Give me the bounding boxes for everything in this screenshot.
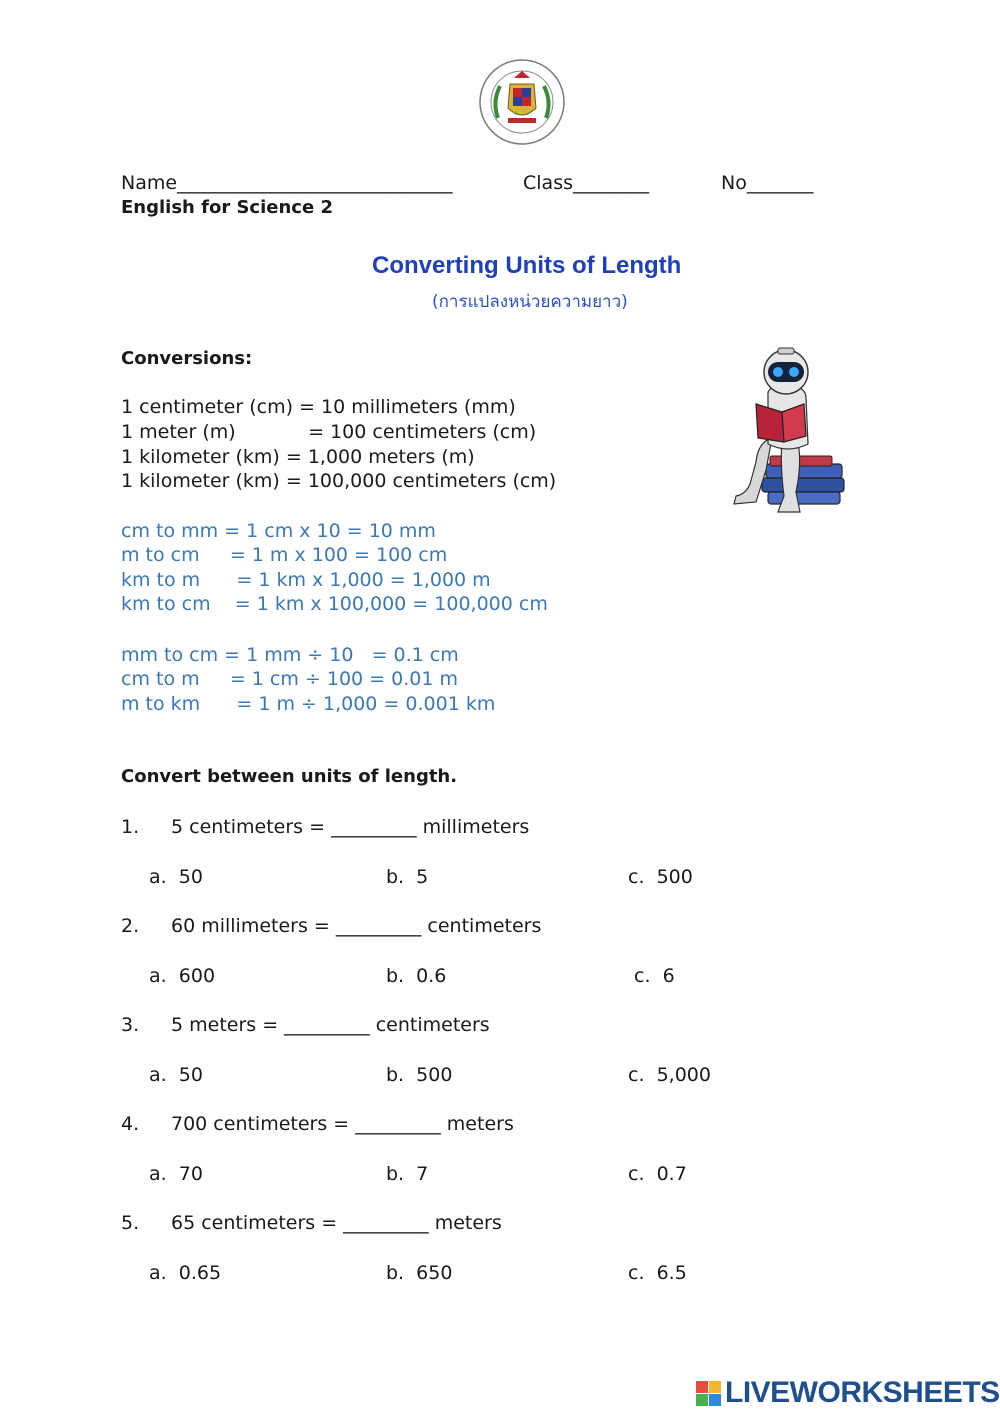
conversion-fact: 1 meter (m) = 100 centimeters (cm) [121,421,537,443]
option-b[interactable]: b. 650 [386,1262,453,1284]
question-text: 60 millimeters = _________ centimeters [171,915,542,937]
conversion-fact: 1 centimeter (cm) = 10 millimeters (mm) [121,396,516,418]
conversion-fact: 1 kilometer (km) = 1,000 meters (m) [121,446,475,468]
name-field: Name_____________________________ [121,172,453,194]
divide-rule: m to km = 1 m ÷ 1,000 = 0.001 km [121,693,496,715]
conversions-heading: Conversions: [121,348,253,369]
option-c[interactable]: c. 6 [628,965,675,987]
option-c[interactable]: c. 500 [628,866,693,888]
question-number: 5. [121,1212,140,1234]
liveworksheets-logo-text: LIVEWORKSHEETS [725,1376,1000,1409]
divide-rule: cm to m = 1 cm ÷ 100 = 0.01 m [121,668,458,690]
option-b[interactable]: b. 5 [386,866,429,888]
class-field: Class________ [523,172,649,194]
page-subtitle: (การแปลงหน่วยความยาว) [432,292,628,312]
option-a[interactable]: a. 600 [149,965,216,987]
option-c[interactable]: c. 5,000 [628,1064,711,1086]
question-number: 2. [121,915,140,937]
multiply-rule: cm to mm = 1 cm x 10 = 10 mm [121,520,436,542]
number-field: No_______ [721,172,814,194]
question-text: 700 centimeters = _________ meters [171,1113,514,1135]
question-number: 4. [121,1113,140,1135]
robot-reading-illustration [722,346,852,522]
divide-rule: mm to cm = 1 mm ÷ 10 = 0.1 cm [121,644,459,666]
multiply-rule: km to m = 1 km x 1,000 = 1,000 m [121,569,491,591]
option-a[interactable]: a. 50 [149,866,203,888]
school-seal-logo [478,58,566,146]
option-b[interactable]: b. 7 [386,1163,429,1185]
multiply-rule: m to cm = 1 m x 100 = 100 cm [121,544,448,566]
question-number: 1. [121,816,140,838]
page-title: Converting Units of Length [372,252,682,279]
question-text: 5 centimeters = _________ millimeters [171,816,530,838]
option-a[interactable]: a. 0.65 [149,1262,222,1284]
option-a[interactable]: a. 50 [149,1064,203,1086]
option-b[interactable]: b. 0.6 [386,965,447,987]
option-a[interactable]: a. 70 [149,1163,203,1185]
option-c[interactable]: c. 6.5 [628,1262,687,1284]
question-text: 65 centimeters = _________ meters [171,1212,502,1234]
subject-label: English for Science 2 [121,197,333,218]
option-c[interactable]: c. 0.7 [628,1163,687,1185]
question-text: 5 meters = _________ centimeters [171,1014,490,1036]
multiply-rule: km to cm = 1 km x 100,000 = 100,000 cm [121,593,548,615]
liveworksheets-mark-icon [696,1381,721,1406]
option-b[interactable]: b. 500 [386,1064,453,1086]
question-number: 3. [121,1014,140,1036]
conversion-fact: 1 kilometer (km) = 100,000 centimeters (cm) [121,470,557,492]
exercise-heading: Convert between units of length. [121,766,458,787]
liveworksheets-logo[interactable] [696,1376,1000,1410]
